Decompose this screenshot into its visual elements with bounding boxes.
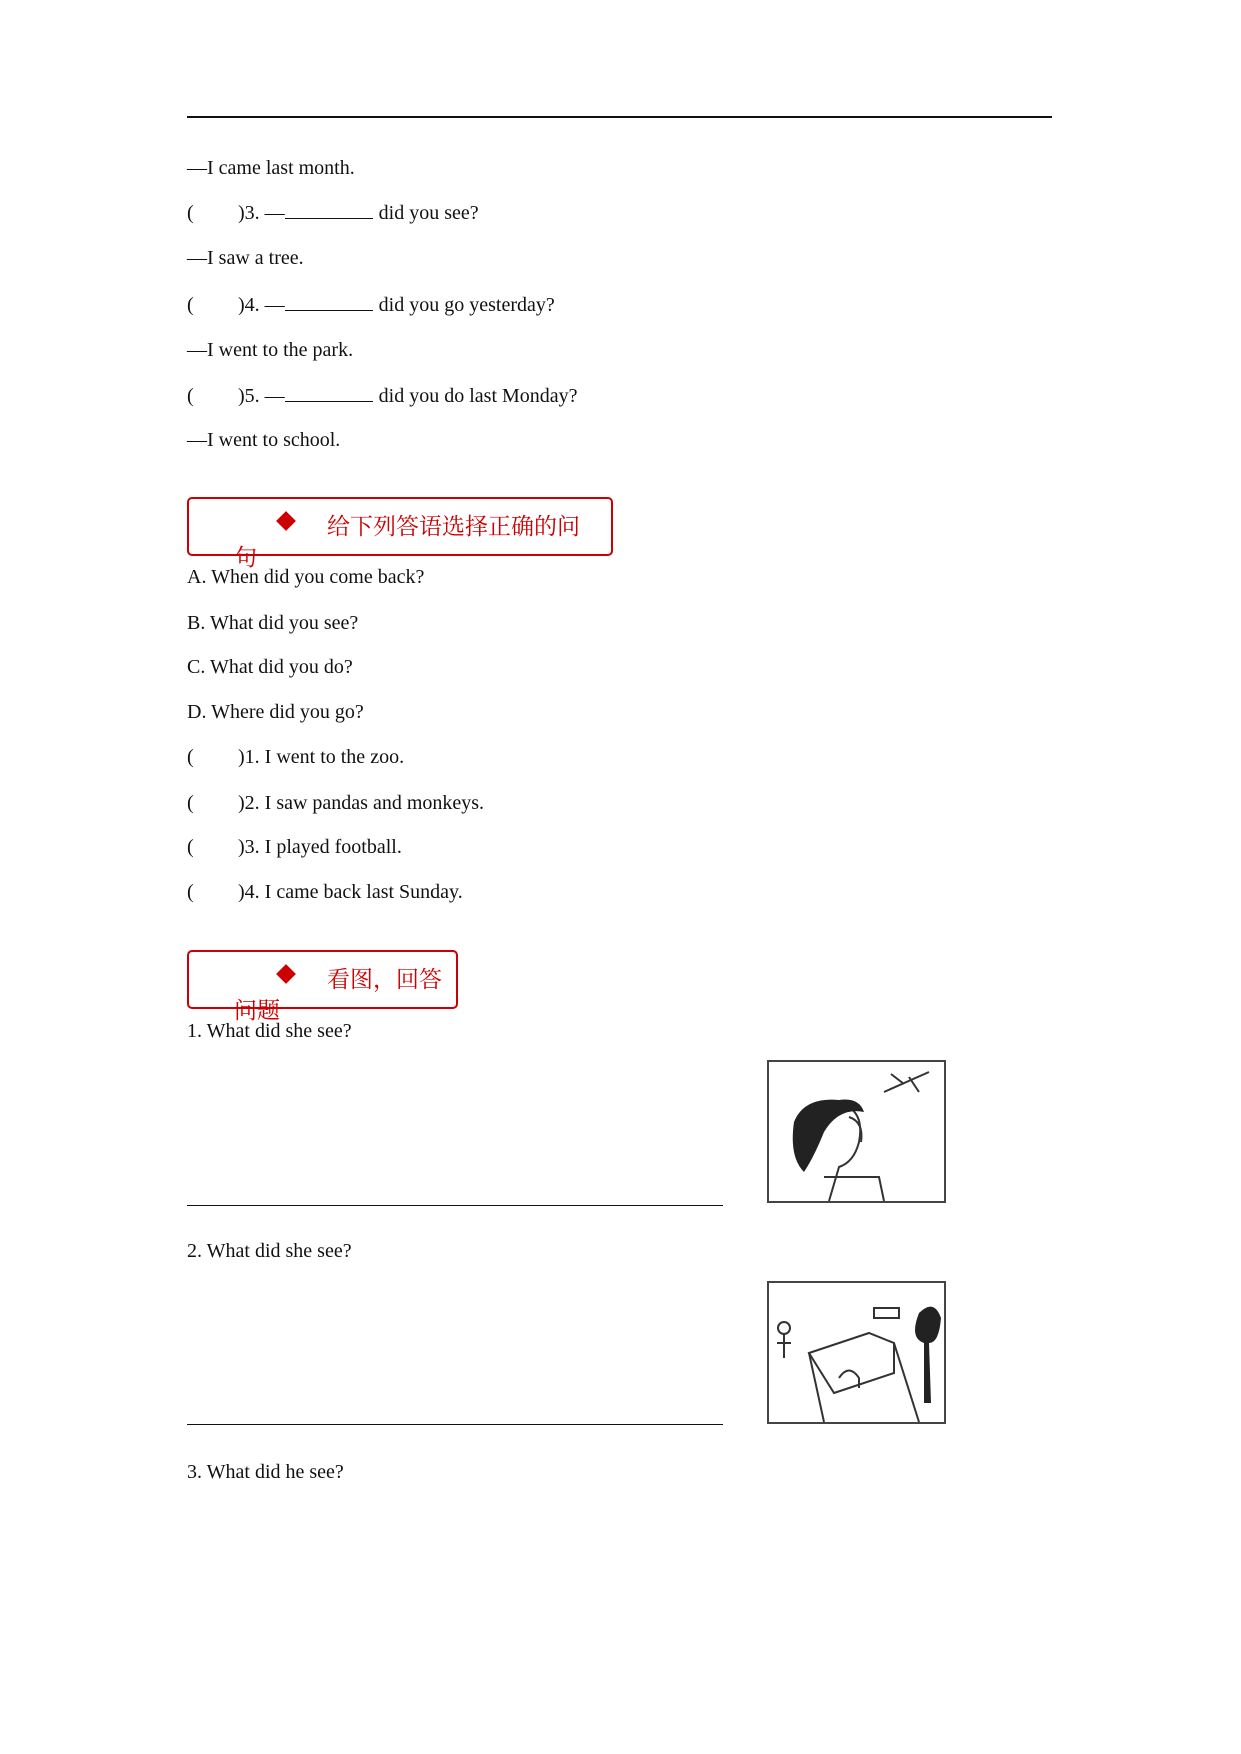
question-text: did you see? xyxy=(378,202,479,224)
item-text: )2. I saw pandas and monkeys. xyxy=(238,792,485,814)
question-number: )5. — xyxy=(238,385,285,407)
section-title: 给下列答语选择正确的问 xyxy=(327,514,580,540)
section-title-overflow: 问题 xyxy=(234,998,280,1024)
diamond-icon xyxy=(276,964,296,984)
answer-line-2[interactable] xyxy=(187,1424,723,1425)
girl-airplane-picture xyxy=(767,1060,946,1203)
option-d: D. Where did you go? xyxy=(187,701,364,723)
paren: ( xyxy=(187,792,194,814)
girl-zoo-picture xyxy=(767,1281,946,1424)
item-text: )3. I played football. xyxy=(238,836,402,858)
paren: ( xyxy=(187,294,194,316)
section-title: 看图，回答 xyxy=(327,967,442,993)
paren: ( xyxy=(187,202,194,224)
question-text: did you go yesterday? xyxy=(378,294,555,316)
match-item-3 xyxy=(187,835,402,859)
question-5 xyxy=(187,383,578,408)
answer-line: —I went to school. xyxy=(187,429,341,451)
picture-question-1: 1. What did she see? xyxy=(187,1020,352,1042)
paren: ( xyxy=(187,385,194,407)
paren: ( xyxy=(187,836,194,858)
blank xyxy=(285,383,373,402)
question-3 xyxy=(187,200,479,225)
answer-line: —I came last month. xyxy=(187,157,355,179)
answer-line-1[interactable] xyxy=(187,1205,723,1206)
match-item-1 xyxy=(187,745,404,769)
diamond-icon xyxy=(276,511,296,531)
option-b: B. What did you see? xyxy=(187,612,359,634)
question-text: did you do last Monday? xyxy=(378,385,578,407)
answer-line: —I went to the park. xyxy=(187,339,354,361)
option-c: C. What did you do? xyxy=(187,656,353,678)
match-item-4 xyxy=(187,880,463,904)
item-text: )1. I went to the zoo. xyxy=(238,746,405,768)
option-a: A. When did you come back? xyxy=(187,566,425,588)
item-text: )4. I came back last Sunday. xyxy=(238,881,463,903)
header-rule xyxy=(187,116,1052,118)
paren: ( xyxy=(187,881,194,903)
blank xyxy=(285,200,373,219)
blank xyxy=(285,292,373,311)
picture-question-2: 2. What did she see? xyxy=(187,1240,352,1262)
question-4 xyxy=(187,292,555,317)
picture-question-3: 3. What did he see? xyxy=(187,1461,344,1483)
match-item-2 xyxy=(187,791,484,815)
section-header-2 xyxy=(187,497,613,571)
section-title-overflow: 句 xyxy=(234,545,257,571)
question-number: )4. — xyxy=(238,294,285,316)
answer-line: —I saw a tree. xyxy=(187,247,304,269)
question-number: )3. — xyxy=(238,202,285,224)
section-header-3 xyxy=(187,950,458,1024)
paren: ( xyxy=(187,746,194,768)
